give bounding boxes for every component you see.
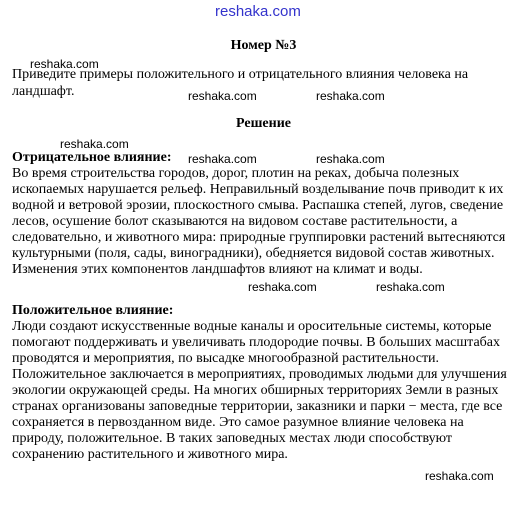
watermark: reshaka.com xyxy=(376,280,445,294)
watermark: reshaka.com xyxy=(60,137,129,151)
watermark-top: reshaka.com xyxy=(215,3,301,20)
solution-title: Решение xyxy=(236,116,291,131)
watermark: reshaka.com xyxy=(248,280,317,294)
positive-influence-section xyxy=(12,303,517,463)
page-title: Номер №3 xyxy=(230,38,297,53)
negative-influence-section xyxy=(12,150,517,278)
positive-influence-heading: Положительное влияние: xyxy=(12,303,174,318)
watermark: reshaka.com xyxy=(316,89,385,103)
negative-influence-heading: Отрицательное влияние: xyxy=(12,150,172,165)
task-text: Приведите примеры положительного и отрицательного влияния человека на ландшафт. xyxy=(12,67,469,99)
watermark: reshaka.com xyxy=(316,152,385,166)
watermark: reshaka.com xyxy=(425,469,494,483)
watermark: reshaka.com xyxy=(30,57,99,71)
positive-influence-text: Люди создают искусственные водные каналы и оросительные системы, которые помогают поддерживать и увеличивать плодородие почвы. В больших масштабах проводятся и мероприятия, по высадке многообразной растительности. Положительное заключается в мероприятиях, проводимых людьми для улучшения экологии окружающей среды. На многих обширных территориях Земли в разных странах организованы заповедные территории, заказники и парки − места, где все сохраняется в первозданном виде. Это самое разумное влияние человека на природу, положительное. В таких заповедных местах люди способствуют сохранению растительного и животного мира. xyxy=(12,319,507,462)
watermark: reshaka.com xyxy=(188,152,257,166)
negative-influence-text: Во время строительства городов, дорог, плотин на реках, добыча полезных ископаемых нарушается рельеф. Неправильный возделывание почв приводит к их водной и ветровой эрозии, плоскостного смыва. Распашка степей, лугов, сведение лесов, осушение болот сказываются на видовом составе растительности, а следовательно, и животного мира: природные группировки растений вытесняются культурными (поля, сады, виноградники), обедняется видовой состав животных. Изменения этих компонентов ландшафтов влияют на климат и воды. xyxy=(12,166,506,277)
watermark: reshaka.com xyxy=(188,89,257,103)
